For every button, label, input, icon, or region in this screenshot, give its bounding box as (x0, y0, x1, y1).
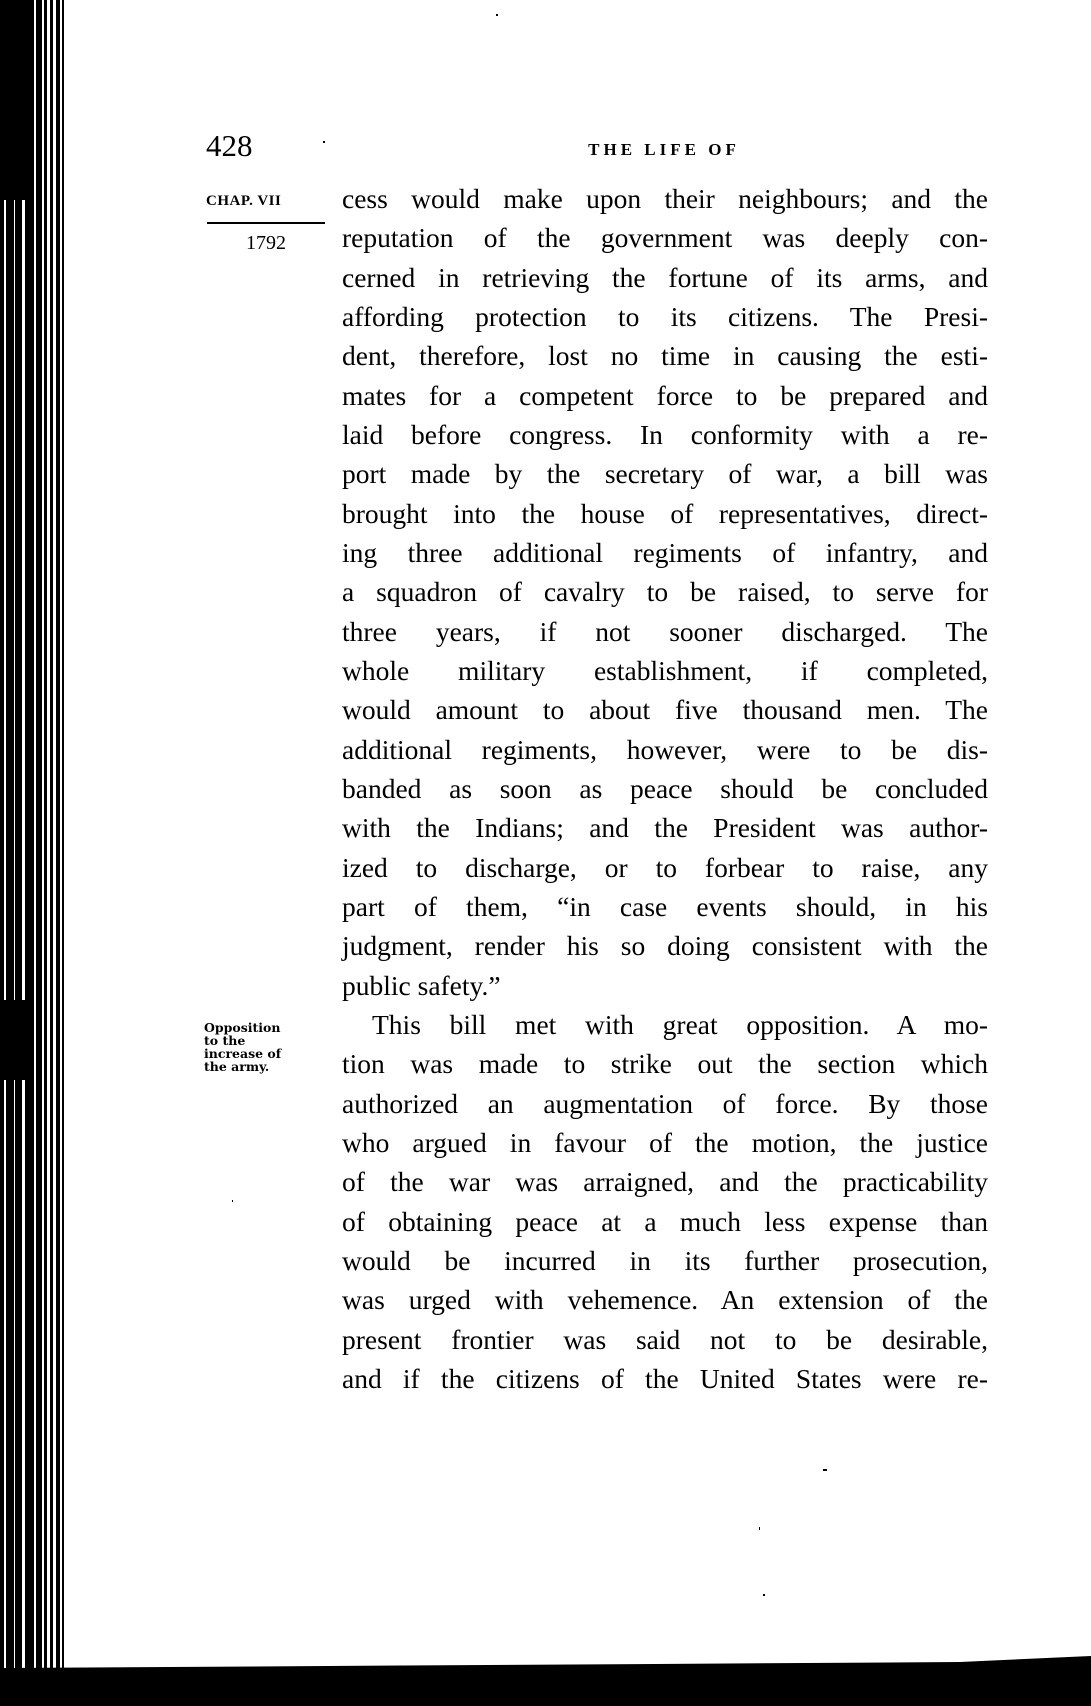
scanned-binding-shadow-mid (0, 1000, 34, 1080)
text-line: ing three additional regiments of infantry, and (342, 536, 988, 568)
scan-speck (496, 14, 498, 16)
text-line: with the Indians; and the President was author- (342, 812, 988, 844)
text-line: mates for a competent force to be prepared and (342, 379, 988, 411)
text-line: would amount to about five thousand men. The (342, 694, 988, 726)
margin-note-line: Opposition (204, 1020, 281, 1035)
margin-note-line: to the (204, 1033, 246, 1048)
margin-note-line: the army. (204, 1059, 270, 1074)
text-line: tion was made to strike out the section which (342, 1048, 988, 1080)
text-line: laid before congress. In conformity with a re- (342, 418, 988, 450)
text-line: authorized an augmentation of force. By those (342, 1087, 988, 1119)
running-head: THE LIFE OF (588, 140, 740, 159)
text-line: dent, therefore, lost no time in causing the esti- (342, 340, 988, 372)
text-line: banded as soon as peace should be concluded (342, 772, 988, 804)
margin-note (204, 1021, 324, 1073)
text-line: was urged with vehemence. An extension of the (342, 1284, 988, 1316)
text-line: a squadron of cavalry to be raised, to serve for (342, 576, 988, 608)
text-line: present frontier was said not to be desirable, (342, 1323, 988, 1355)
text-line: of the war was arraigned, and the practicability (342, 1166, 988, 1198)
text-line: and if the citizens of the United States were re- (342, 1362, 988, 1394)
text-line: whole military establishment, if completed, (342, 654, 988, 686)
text-line: additional regiments, however, were to be dis- (342, 733, 988, 765)
scan-speck (763, 1594, 765, 1596)
paragraph-1 (342, 179, 988, 1005)
text-line: ized to discharge, or to forbear to raise, any (342, 851, 988, 883)
text-line: reputation of the government was deeply con- (342, 222, 988, 254)
body-text (342, 179, 988, 1398)
chapter-rule (207, 222, 325, 224)
scan-speck (759, 1527, 760, 1530)
scan-speck (823, 1469, 827, 1471)
text-line: public safety.” (342, 969, 501, 1001)
page-number: 428 (206, 128, 253, 163)
text-line: brought into the house of representatives, direct- (342, 497, 988, 529)
text-line: of obtaining peace at a much less expense than (342, 1205, 988, 1237)
text-line: judgment, render his so doing consistent with the (342, 930, 988, 962)
text-line: part of them, “in case events should, in his (342, 890, 988, 922)
scanned-bottom-edge (0, 1656, 1091, 1706)
text-line: affording protection to its citizens. The Presi- (342, 300, 988, 332)
scan-speck (232, 1200, 233, 1202)
text-line: would be incurred in its further prosecution, (342, 1244, 988, 1276)
text-line: port made by the secretary of war, a bill was (342, 458, 988, 490)
margin-year: 1792 (246, 232, 286, 254)
scanned-binding-edge (0, 0, 66, 1706)
scanned-binding-shadow-top (0, 0, 30, 200)
text-line: cess would make upon their neighbours; and the (342, 183, 988, 214)
text-line: who argued in favour of the motion, the justice (342, 1126, 988, 1158)
chapter-label: CHAP. VII (206, 193, 282, 209)
text-line: three years, if not sooner discharged. The (342, 615, 988, 647)
text-line: This bill met with great opposition. A mo- (372, 1008, 988, 1040)
paragraph-2 (342, 1005, 988, 1398)
margin-note-line: increase of (204, 1046, 282, 1061)
text-line: cerned in retrieving the fortune of its arms, and (342, 261, 988, 293)
